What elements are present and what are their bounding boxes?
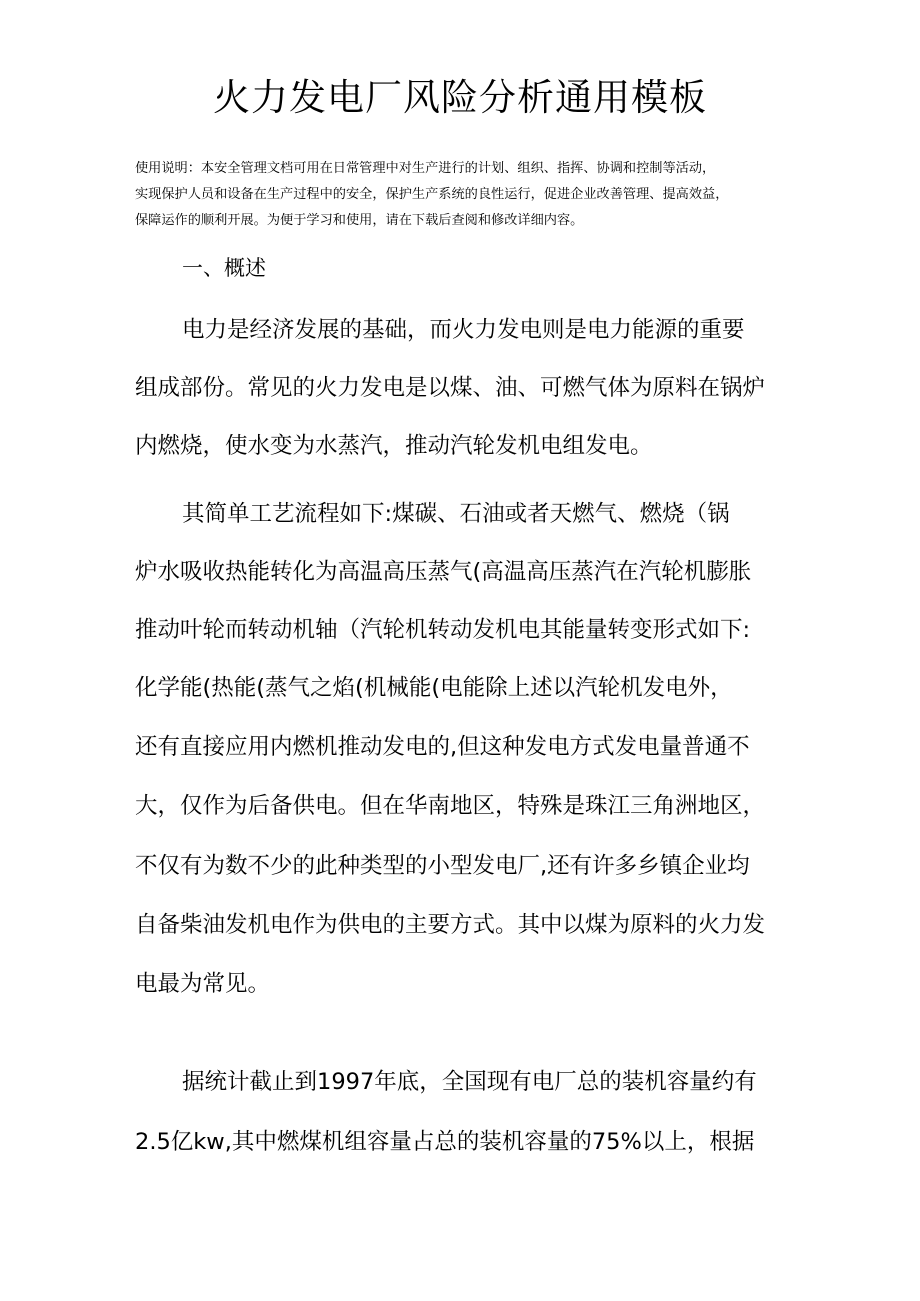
usage-note — [135, 156, 787, 234]
paragraph-line: 电最为常见。 — [135, 971, 271, 997]
paragraph-line: 自备柴油发机电作为供电的主要方式。其中以煤为原料的火力发 — [135, 912, 766, 938]
paragraph-line: 还有直接应用内燃机推动发电的,但这种发电方式发电量普通不 — [135, 734, 750, 760]
paragraph-line: 2.5亿kw,其中燃煤机组容量占总的装机容量的75%以上，根据 — [135, 1129, 755, 1155]
paragraph-line: 不仅有为数不少的此种类型的小型发电厂,还有许多乡镇企业均 — [135, 853, 750, 879]
paragraph-line: 其简单工艺流程如下:煤碳、石油或者天燃气、燃烧（锅 — [182, 501, 730, 527]
paragraph-line: 组成部份。常见的火力发电是以煤、油、可燃气体为原料在锅炉 — [135, 375, 766, 401]
paragraph-line: 内燃烧，使水变为水蒸汽，推动汽轮发机电组发电。 — [135, 433, 653, 459]
paragraph-line: 推动叶轮而转动机轴（汽轮机转动发机电其能量转变形式如下: — [135, 617, 751, 643]
usage-note-line: 保障运作的顺利开展。为便于学习和使用，请在下载后查阅和修改详细内容。 — [135, 213, 584, 228]
usage-note-line: 实现保护人员和设备在生产过程中的安全，保护生产系统的良性运行，促进企业改善管理、提高效益， — [135, 187, 729, 202]
paragraph-line: 电力是经济发展的基础，而火力发电则是电力能源的重要 — [182, 317, 745, 343]
section-heading: 一、概述 — [182, 256, 266, 280]
paragraph-line: 大，仅作为后备供电。但在华南地区，特殊是珠江三角洲地区， — [135, 793, 766, 819]
paragraph-line: 炉水吸收热能转化为高温高压蒸气(高温高压蒸汽在汽轮机膨胀 — [135, 559, 752, 585]
usage-note-line: 使用说明：本安全管理文档可用在日常管理中对生产进行的计划、组织、指挥、协调和控制等活动， — [135, 161, 716, 176]
paragraph-line: 据统计截止到1997年底，全国现有电厂总的装机容量约有 — [182, 1069, 757, 1095]
paragraph-line: 化学能(热能(蒸气之焰(机械能(电能除上述以汽轮机发电外， — [135, 675, 733, 701]
document-title: 火力发电厂风险分析通用模板 — [213, 76, 707, 119]
